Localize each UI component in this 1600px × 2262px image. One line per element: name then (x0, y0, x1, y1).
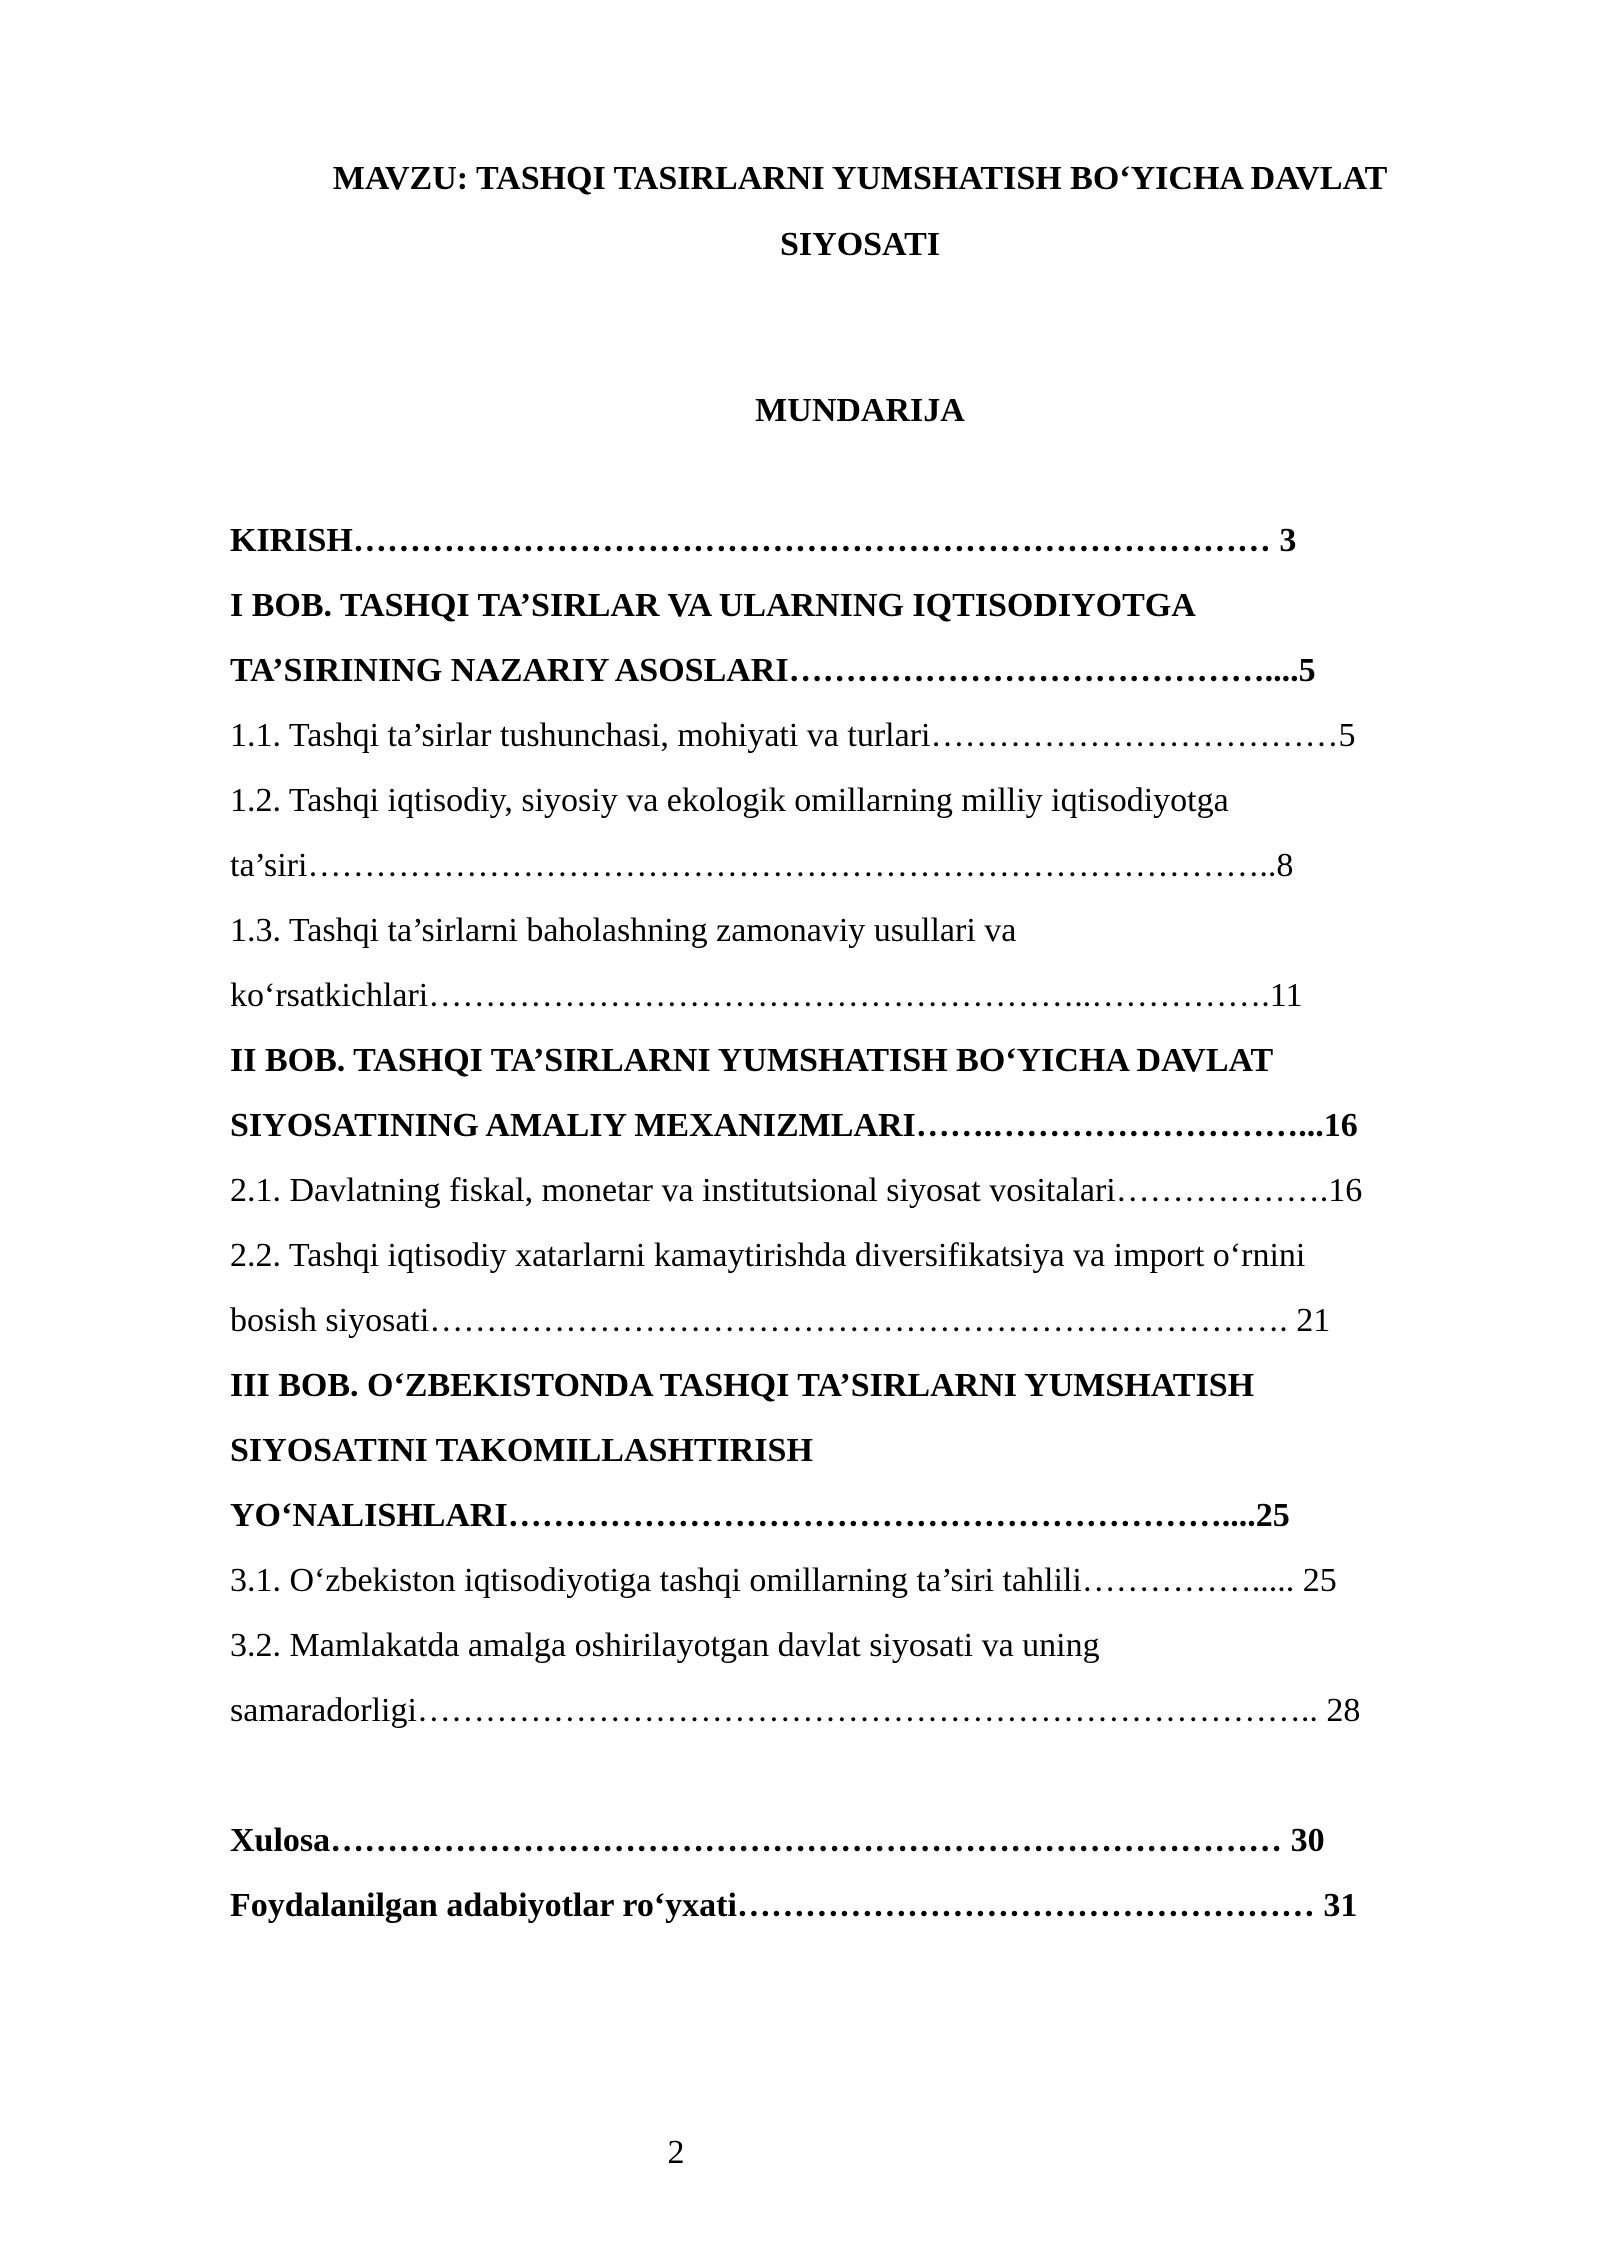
toc-entry: Foydalanilgan adabiyotlar ro‘yxati…………………………………………… 31 (230, 1887, 1358, 1924)
toc-entry: YO‘NALISHLARI………………………………………………………....25 (230, 1497, 1290, 1534)
toc-entry: ta’siri…………………………………………………………………………..8 (230, 847, 1294, 884)
document-title (230, 146, 1490, 278)
toc-entry: III BOB. O‘ZBEKISTONDA TASHQI TA’SIRLARNI YUMSHATISH (230, 1367, 1255, 1404)
title-line-1: MAVZU: TASHQI TASIRLARNI YUMSHATISH BO‘YICHA DAVLAT (332, 160, 1388, 197)
toc-entry: KIRISH……………………………………………………………………… 3 (230, 522, 1297, 559)
toc-entry: Xulosa………………………………………………………………………… 30 (230, 1822, 1325, 1859)
toc-entry: 2.1. Davlatning fiskal, monetar va institutsional siyosat vositalari……………….16 (230, 1172, 1363, 1209)
page-number: 2 (667, 2134, 685, 2171)
title-line-2: SIYOSATI (780, 226, 940, 263)
toc-entry: samaradorligi…………………………………………………………………….. 28 (230, 1692, 1361, 1729)
toc-entry: TA’SIRINING NAZARIY ASOSLARI……………………………………....5 (230, 652, 1316, 689)
toc-entry: 2.2. Tashqi iqtisodiy xatarlarni kamaytirishda diversifikatsiya va import o‘rnini (230, 1237, 1306, 1274)
toc-entry: 1.1. Tashqi ta’sirlar tushunchasi, mohiyati va turlari………………………………5 (230, 717, 1356, 754)
table-of-contents (230, 508, 1488, 1938)
toc-heading: MUNDARIJA (755, 392, 965, 429)
toc-entry: ko‘rsatkichlari…………………………………………………..…………….11 (230, 977, 1303, 1014)
toc-entry: I BOB. TASHQI TA’SIRLAR VA ULARNING IQTISODIYOTGA (230, 587, 1196, 624)
toc-entry: SIYOSATINI TAKOMILLASHTIRISH (230, 1432, 813, 1469)
toc-entry: 3.1. O‘zbekiston iqtisodiyotiga tashqi omillarning ta’siri tahlili……………..... 25 (230, 1562, 1337, 1599)
toc-entry: 1.2. Tashqi iqtisodiy, siyosiy va ekologik omillarning milliy iqtisodiyotga (230, 782, 1229, 819)
toc-entry: 1.3. Tashqi ta’sirlarni baholashning zamonaviy usullari va (230, 912, 1017, 949)
toc-entry: II BOB. TASHQI TA’SIRLARNI YUMSHATISH BO‘YICHA DAVLAT (230, 1042, 1274, 1079)
toc-entry: bosish siyosati…………………………………………………………………. 21 (230, 1302, 1331, 1339)
toc-entry: SIYOSATINING AMALIY MEXANIZMLARI…….………………………...16 (230, 1107, 1358, 1144)
toc-entry: 3.2. Mamlakatda amalga oshirilayotgan davlat siyosati va uning (230, 1627, 1100, 1664)
toc-spacer (230, 1743, 1488, 1808)
